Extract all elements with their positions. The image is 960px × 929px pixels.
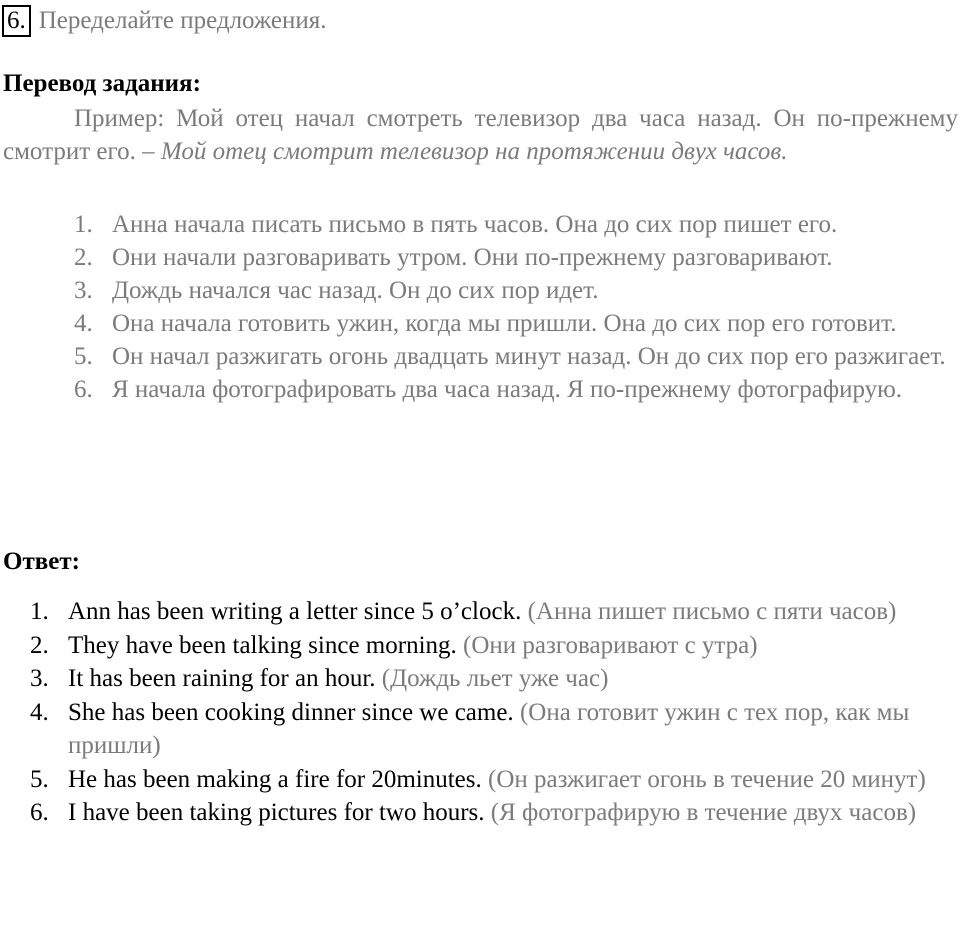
- answer-russian: (Я фотографирую в течение двух часов): [490, 799, 917, 826]
- translation-list: [0, 208, 960, 406]
- answer-english: Ann has been writing a letter since 5 o’clock.: [68, 598, 522, 625]
- translation-item: [0, 307, 960, 340]
- item-text: Она начала готовить ужин, когда мы пришли. Она до сих пор его готовит.: [112, 310, 897, 337]
- item-number: 2.: [74, 244, 93, 271]
- item-number: 3.: [30, 665, 49, 692]
- answer-russian: (Она готовит ужин с тех пор, как мы пришли): [68, 698, 910, 759]
- translation-item: [0, 274, 960, 307]
- answer-russian: (Он разжигает огонь в течение 20 минут): [488, 765, 926, 793]
- answer-russian: (Анна пишет письмо с пяти часов): [527, 598, 897, 625]
- answer-item: [0, 696, 960, 763]
- answer-english: It has been raining for an hour.: [68, 665, 376, 692]
- translation-item: [0, 241, 960, 274]
- item-text: Дождь начался час назад. Он до сих пор идет.: [112, 277, 599, 304]
- task-number-box: 6.: [2, 5, 31, 37]
- answer-item: [0, 629, 960, 663]
- translation-heading: Перевод задания:: [3, 70, 201, 97]
- answer-item: [0, 662, 960, 696]
- item-number: 6.: [30, 799, 49, 826]
- translation-item: [0, 340, 960, 373]
- example-plain-text: Пример: Мой отец начал смотреть телевизор два часа назад. Он по-прежнему смотрит его. –: [3, 105, 958, 165]
- answer-list: [0, 595, 960, 830]
- answer-russian: (Дождь льет уже час): [381, 665, 609, 692]
- item-number: 1.: [30, 598, 49, 625]
- item-number: 1.: [74, 211, 93, 238]
- item-number: 6.: [74, 376, 93, 403]
- item-number: 3.: [74, 277, 93, 304]
- answer-english: She has been cooking dinner since we came.: [68, 698, 514, 726]
- item-text: Анна начала писать письмо в пять часов. Она до сих пор пишет его.: [112, 211, 838, 238]
- example-italic-text: Мой отец смотрит телевизор на протяжении двух часов.: [160, 138, 788, 165]
- answer-english: He has been making a fire for 20minutes.: [68, 765, 482, 793]
- translation-item: [0, 208, 960, 241]
- item-number: 4.: [74, 310, 93, 337]
- answer-english: I have been taking pictures for two hours.: [68, 799, 485, 826]
- answer-item: [0, 595, 960, 629]
- task-header: [2, 4, 326, 38]
- answer-item: [0, 763, 960, 797]
- item-number: 5.: [30, 765, 49, 793]
- item-number: 5.: [74, 343, 93, 370]
- answer-russian: (Они разговаривают с утра): [463, 631, 758, 659]
- item-text: Они начали разговаривать утром. Они по-прежнему разговаривают.: [112, 244, 833, 271]
- item-text: Я начала фотографировать два часа назад. Я по-прежнему фотографирую.: [112, 376, 903, 403]
- translation-item: [0, 373, 960, 406]
- item-text: Он начал разжигать огонь двадцать минут назад. Он до сих пор его разжигает.: [112, 343, 946, 370]
- example-paragraph: [3, 102, 958, 168]
- answer-item: [0, 796, 960, 830]
- item-number: 2.: [30, 631, 49, 659]
- answer-english: They have been talking since morning.: [68, 631, 457, 659]
- item-number: 4.: [30, 698, 49, 726]
- task-instruction: Переделайте предложения.: [38, 7, 327, 34]
- answer-heading: Ответ:: [3, 548, 80, 575]
